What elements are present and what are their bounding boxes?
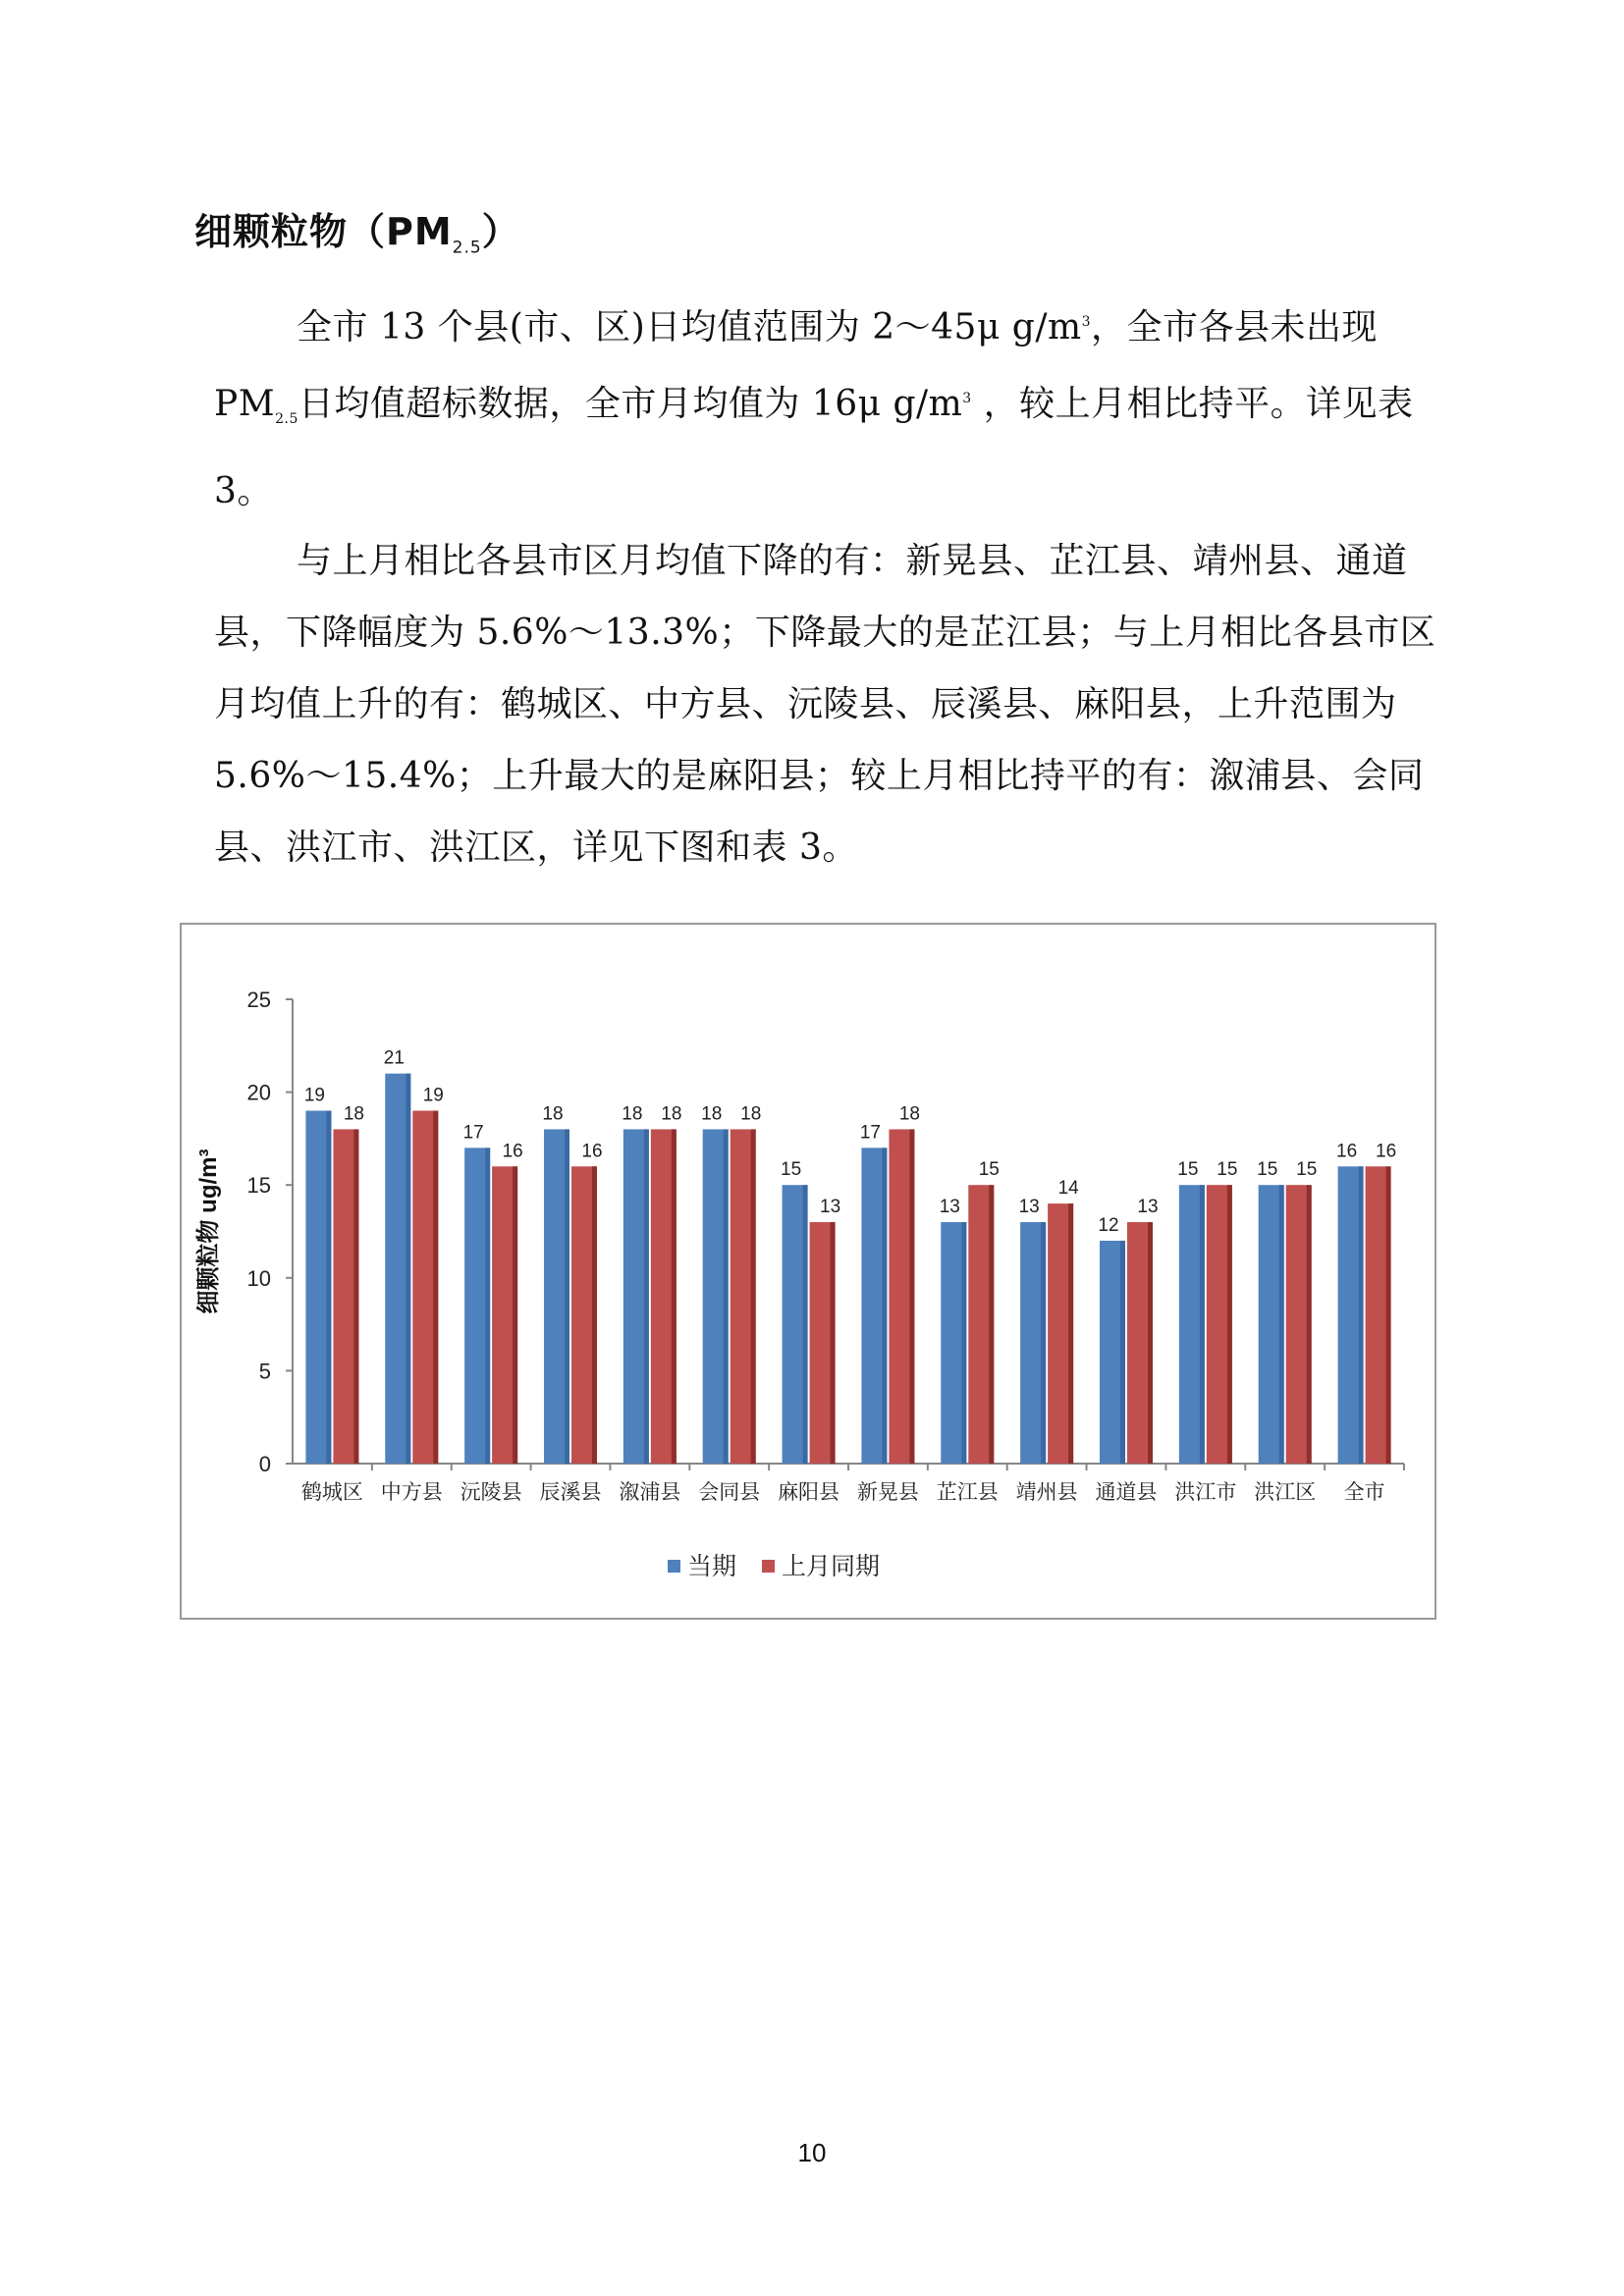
data-label: 18 xyxy=(701,1103,723,1125)
data-label: 14 xyxy=(1057,1178,1079,1200)
bar-shade xyxy=(803,1185,808,1464)
x-tick-label: 洪江市 xyxy=(1174,1481,1237,1504)
data-label: 16 xyxy=(1336,1141,1358,1162)
data-label: 13 xyxy=(1018,1197,1040,1218)
p1-sup-1: 3 xyxy=(1081,314,1092,330)
p1-text-3: 日均值超标数据，全市月均值为 16μ g/m xyxy=(298,384,963,424)
data-label: 15 xyxy=(978,1159,1000,1181)
data-label: 18 xyxy=(661,1103,682,1125)
bar-shade xyxy=(1068,1203,1073,1464)
data-label: 15 xyxy=(1296,1159,1318,1181)
bar-shade xyxy=(565,1129,569,1464)
data-label: 18 xyxy=(343,1103,364,1125)
x-tick-label: 中方县 xyxy=(380,1481,443,1504)
bar-shade xyxy=(644,1129,649,1464)
bar-shade xyxy=(1148,1222,1153,1464)
data-label: 15 xyxy=(1257,1159,1278,1181)
y-axis-title: 细颗粒物 ug/m³ xyxy=(195,1148,222,1314)
data-label: 12 xyxy=(1098,1214,1119,1236)
bar-shade xyxy=(1359,1166,1364,1464)
paragraph-summary xyxy=(214,287,1443,527)
bar-shade xyxy=(724,1129,729,1464)
bar-shade xyxy=(1307,1185,1312,1464)
data-label: 21 xyxy=(383,1047,405,1069)
data-label: 15 xyxy=(781,1159,802,1181)
data-label: 16 xyxy=(1376,1141,1397,1162)
bar-shade xyxy=(989,1185,994,1464)
x-tick-label: 沅陵县 xyxy=(460,1481,522,1504)
y-tick-label: 25 xyxy=(246,988,271,1012)
bar-shade xyxy=(1200,1185,1205,1464)
data-label: 16 xyxy=(502,1141,523,1162)
data-label: 18 xyxy=(898,1103,920,1125)
x-tick-label: 溆浦县 xyxy=(619,1481,681,1504)
y-tick-label: 10 xyxy=(246,1265,271,1291)
bar-shade xyxy=(751,1129,756,1464)
data-label: 15 xyxy=(1217,1159,1238,1181)
bar-shade xyxy=(961,1222,966,1464)
data-label: 18 xyxy=(740,1103,762,1125)
bar-shade xyxy=(353,1129,358,1464)
x-tick-label: 会同县 xyxy=(698,1481,761,1504)
chart-svg xyxy=(182,925,1438,1622)
p1-text-4: ，较上月相比持平。详见表 3。 xyxy=(214,384,1414,512)
heading-subscript: 2.5 xyxy=(452,238,482,258)
x-tick-label: 辰溪县 xyxy=(539,1481,602,1504)
p1-text-2: ，全市各县未出现 PM xyxy=(214,307,1379,424)
data-label: 18 xyxy=(622,1103,643,1125)
data-label: 17 xyxy=(462,1122,484,1144)
bar-shade xyxy=(1279,1185,1284,1464)
x-tick-label: 全市 xyxy=(1343,1481,1385,1504)
data-label: 19 xyxy=(422,1085,444,1106)
p1-sup-2: 3 xyxy=(962,391,972,406)
bar-shade xyxy=(1386,1166,1391,1464)
bar-shade xyxy=(513,1166,517,1464)
data-label: 15 xyxy=(1177,1159,1199,1181)
x-tick-label: 洪江区 xyxy=(1254,1481,1317,1504)
bar-shade xyxy=(485,1148,490,1464)
bar-shade xyxy=(592,1166,597,1464)
y-tick-label: 20 xyxy=(246,1080,271,1105)
section-heading xyxy=(194,201,520,258)
bar-shade xyxy=(909,1129,914,1464)
legend-label: 上月同期 xyxy=(782,1553,881,1580)
data-label: 16 xyxy=(581,1141,603,1162)
bar-shade xyxy=(1041,1222,1046,1464)
bar-shade xyxy=(672,1129,677,1464)
bar-shade xyxy=(433,1111,438,1464)
x-tick-label: 芷江县 xyxy=(936,1481,999,1504)
bar-shade xyxy=(882,1148,887,1464)
p1-text-1: 全市 13 个县(市、区)日均值范围为 2～45μ g/m xyxy=(297,307,1082,347)
data-label: 13 xyxy=(1137,1197,1159,1218)
x-tick-label: 麻阳县 xyxy=(778,1481,840,1504)
paragraph-comparison: 与上月相比各县市区月均值下降的有：新晃县、芷江县、靖州县、通道县，下降幅度为 5.6%～13.3%；下降最大的是芷江县；与上月相比各县市区月均值上升的有：鹤城区、中方县、沅陵县、辰溪县、麻阳县，上升范围为 5.6%～15.4%；上升最大的是麻阳县；较上月相比持平的有：溆浦县、会同县、洪江市、洪江区，详见下图和表 3。 xyxy=(214,541,1436,868)
bar-shade xyxy=(326,1111,331,1464)
p1-sub-1: 2.5 xyxy=(275,411,298,428)
bar-shade xyxy=(831,1222,836,1464)
data-label: 18 xyxy=(542,1103,564,1125)
heading-text: 细颗粒物（PM xyxy=(194,210,453,253)
bar-shade xyxy=(1120,1241,1125,1464)
data-label: 19 xyxy=(303,1085,325,1106)
bar-shade xyxy=(406,1074,410,1464)
legend-swatch xyxy=(762,1560,775,1573)
data-label: 13 xyxy=(939,1197,960,1218)
x-tick-label: 通道县 xyxy=(1095,1481,1158,1504)
y-tick-label: 15 xyxy=(246,1173,271,1199)
legend-label: 当期 xyxy=(687,1553,737,1580)
bar-shade xyxy=(1227,1185,1232,1464)
pm25-bar-chart xyxy=(180,923,1436,1620)
x-tick-label: 新晃县 xyxy=(856,1481,919,1504)
x-tick-label: 靖州县 xyxy=(1015,1481,1078,1504)
heading-close: ） xyxy=(481,210,520,253)
data-label: 17 xyxy=(859,1122,881,1144)
x-tick-label: 鹤城区 xyxy=(300,1481,363,1504)
y-tick-label: 5 xyxy=(258,1359,271,1384)
y-tick-label: 0 xyxy=(258,1452,271,1476)
data-label: 13 xyxy=(820,1197,841,1218)
page-number: 10 xyxy=(797,2138,827,2167)
legend-swatch xyxy=(668,1560,680,1573)
